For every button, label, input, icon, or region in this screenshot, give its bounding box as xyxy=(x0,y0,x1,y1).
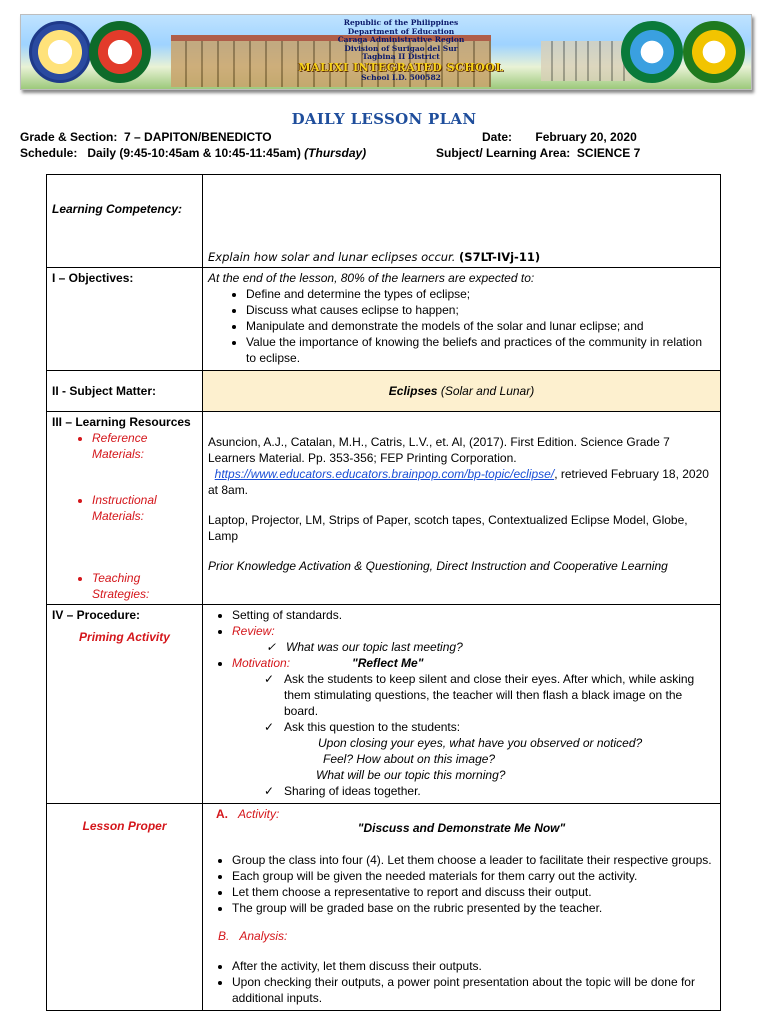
instructional-text: Laptop, Projector, LM, Strips of Paper, scotch tapes, Contextualized Eclipse Model, Globe, Lamp xyxy=(208,513,688,543)
list-item xyxy=(232,655,715,671)
subject-matter-subtopic: (Solar and Lunar) xyxy=(440,384,535,398)
instructional-materials-label: • Instructional Materials: xyxy=(92,492,197,570)
objectives-label: I – Objectives: xyxy=(52,271,134,285)
strategies-text: Prior Knowledge Activation & Questioning, Direct Instruction and Cooperative Learning xyxy=(208,559,668,573)
priming-activity-label: Priming Activity xyxy=(79,630,170,644)
review-label: Review: xyxy=(232,624,275,638)
banner-text xyxy=(251,19,551,82)
banner-line: Division of Surigao del Sur xyxy=(344,43,458,53)
activity-label: Activity: xyxy=(238,807,280,821)
table-row xyxy=(47,412,721,605)
page-title: DAILY LESSON PLAN xyxy=(291,110,477,128)
banner-line: Tagbina II District xyxy=(362,52,440,61)
lesson-proper-label: Lesson Proper xyxy=(82,819,167,833)
table-row xyxy=(47,268,721,371)
banner-line: Department of Education xyxy=(347,26,455,36)
lesson-proper-label-cell xyxy=(47,804,203,1011)
schedule-day: (Thursday) xyxy=(304,146,367,160)
lesson-plan-table xyxy=(46,174,721,1011)
banner-line: Republic of the Philippines xyxy=(343,18,459,27)
list-item: • The group will be graded base on the rubric presented by the teacher. xyxy=(232,900,715,916)
procedure-label-cell xyxy=(47,605,203,804)
activity-title: "Discuss and Demonstrate Me Now" xyxy=(357,821,566,835)
reference-link[interactable]: https://www.educators.educators.brainpop.com/bp-topic/eclipse/ xyxy=(214,467,555,481)
analysis-heading: B. Analysis: xyxy=(218,929,288,943)
table-row xyxy=(47,804,721,1011)
schedule-value: Daily (9:45-10:45am & 10:45-11:45am) xyxy=(87,146,301,160)
analysis-label: Analysis: xyxy=(239,929,288,943)
list-item: • Setting of standards. xyxy=(232,607,715,623)
table-row xyxy=(47,371,721,412)
school-building-image-2 xyxy=(541,41,631,81)
list-item xyxy=(232,623,715,639)
deped-seal-icon xyxy=(29,21,91,83)
resources-label-cell xyxy=(47,412,203,605)
list-item: • Define and determine the types of eclipse; xyxy=(246,286,715,302)
school-name: MALIXI INTEGRATED SCHOOL xyxy=(298,60,504,74)
list-item: • Each group will be given the needed materials for them carry out the activity. xyxy=(232,868,715,884)
list-item: ✓ Ask the students to keep silent and close their eyes. After which, while asking them stimulating questions, the teacher will then flash a black image on the board. xyxy=(284,671,715,719)
activity-heading: A. Activity: xyxy=(216,807,280,821)
date-line: Date: February 20, 2020 xyxy=(482,130,637,144)
subject-value: SCIENCE 7 xyxy=(576,146,641,160)
teaching-strategies-label: • Teaching Strategies: xyxy=(92,570,197,602)
resources-label: III – Learning Resources xyxy=(52,415,191,429)
school-id: School I.D. 500582 xyxy=(361,72,441,82)
list-item: • Manipulate and demonstrate the models of the solar and lunar eclipse; and xyxy=(246,318,715,334)
list-item: ✓ Sharing of ideas together. xyxy=(284,783,715,799)
lesson-proper-content-cell xyxy=(203,804,721,1011)
subject-matter-label: II - Subject Matter: xyxy=(52,384,157,398)
list-item: • Value the importance of knowing the beliefs and practices of the community in relation to eclipse. xyxy=(246,334,715,366)
reference-materials-label: • Reference Materials: xyxy=(92,430,197,492)
table-row xyxy=(47,175,721,268)
grade-section-value: 7 – DAPITON/BENEDICTO xyxy=(124,130,272,144)
objectives-content-cell xyxy=(203,268,721,371)
list-item: • Group the class into four (4). Let them choose a leader to facilitate their respective groups. xyxy=(232,852,715,868)
banner-line: Caraga Administrative Region xyxy=(337,35,465,44)
subject-matter-label-cell xyxy=(47,371,203,412)
list-item: • Let them choose a representative to report and discuss their output. xyxy=(232,884,715,900)
list-item: • Upon checking their outputs, a power point presentation about the topic will be done for additional inputs. xyxy=(232,974,715,1006)
resources-content-cell xyxy=(203,412,721,605)
list-item: • After the activity, let them discuss their outputs. xyxy=(232,958,715,974)
priming-content-cell xyxy=(203,605,721,804)
guide-question: Feel? How about on this image? xyxy=(323,752,496,766)
competency-label: Learning Competency: xyxy=(52,202,183,216)
objectives-intro: At the end of the lesson, 80% of the learners are expected to: xyxy=(208,271,535,285)
schedule-line: Schedule: Daily (9:45-10:45am & 10:45-11:45am) (Thursday) xyxy=(20,146,367,160)
division-seal-icon xyxy=(89,21,151,83)
reference-text: Asuncion, A.J., Catalan, M.H., Catris, L.V., et. Al, (2017). First Edition. Science Grade 7 Learners Material. Pp. 353-356; FEP Printing Corporation. https://www.educators.educators.brainpop.com/bp-topic/eclipse/, retrieved February 18, 2020 at 8am. xyxy=(208,435,709,497)
objectives-label-cell xyxy=(47,268,203,371)
procedure-label: IV – Procedure: xyxy=(52,608,141,622)
competency-content-cell xyxy=(203,175,721,268)
list-item: ✓ Ask this question to the students: xyxy=(284,719,715,735)
motivation-label: Motivation: xyxy=(232,656,291,670)
objectives-list xyxy=(208,286,715,366)
review-question: ✓ What was our topic last meeting? xyxy=(286,639,715,655)
subject-matter-content-cell xyxy=(203,371,721,412)
guide-question: Upon closing your eyes, what have you observed or noticed? xyxy=(318,736,643,750)
school-seal-icon xyxy=(683,21,745,83)
table-row xyxy=(47,605,721,804)
guide-question: What will be our topic this morning? xyxy=(316,768,506,782)
school-header-banner xyxy=(20,14,752,90)
district-seal-icon xyxy=(621,21,683,83)
competency-text: Explain how solar and lunar eclipses occur. (S7LT-IVj-11) xyxy=(208,250,541,264)
grade-section-line: Grade & Section: 7 – DAPITON/BENEDICTO xyxy=(20,130,272,144)
competency-label-cell xyxy=(47,175,203,268)
list-item: • Discuss what causes eclipse to happen; xyxy=(246,302,715,318)
subject-line: Subject/ Learning Area: SCIENCE 7 xyxy=(436,146,641,160)
date-value: February 20, 2020 xyxy=(535,130,637,144)
motivation-title: "Reflect Me" xyxy=(352,656,424,670)
competency-code: (S7LT-IVj-11) xyxy=(459,250,541,264)
subject-matter-topic: Eclipses xyxy=(388,384,438,398)
